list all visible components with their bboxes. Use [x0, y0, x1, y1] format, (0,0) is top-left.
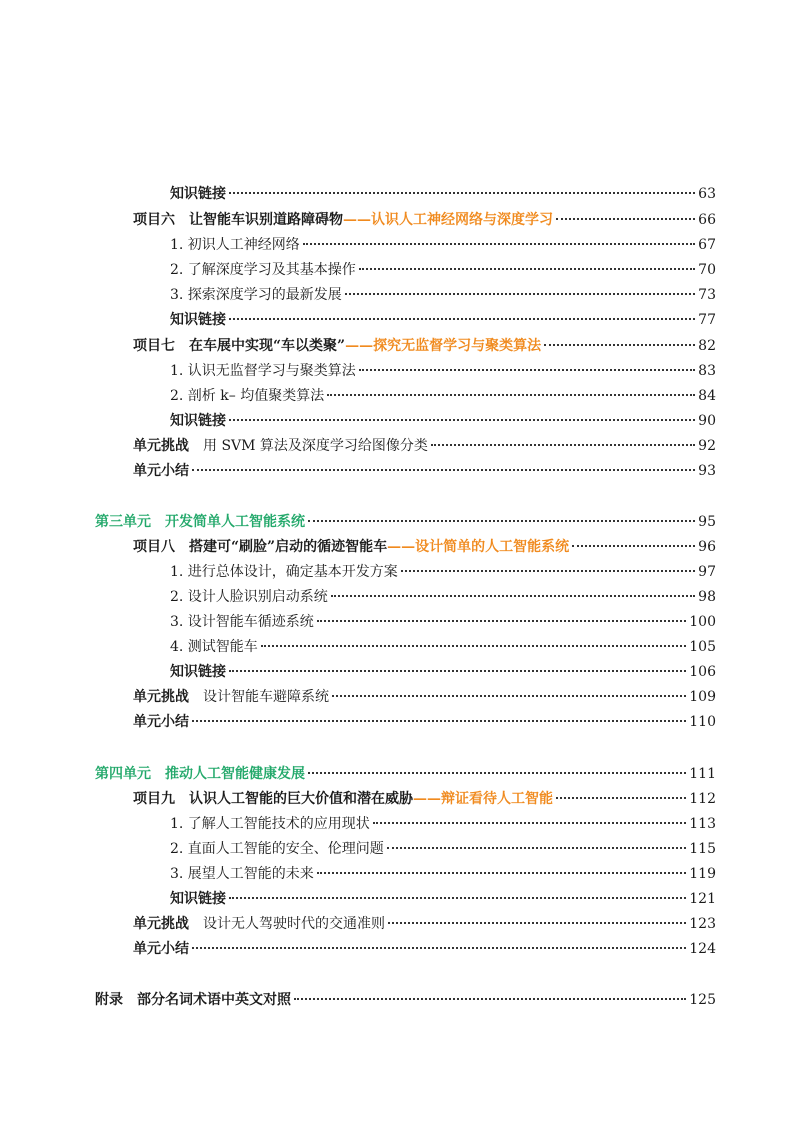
dot-leader: [556, 217, 695, 220]
dot-leader: [317, 619, 686, 622]
toc-title-part: 3. 展望人工智能的未来: [170, 866, 314, 882]
toc-page-number: 124: [689, 941, 716, 957]
toc-entry-title: [133, 787, 553, 811]
toc-entry-title: [170, 585, 328, 609]
toc-page-number: 125: [689, 992, 716, 1008]
toc-entry-title: [170, 283, 342, 307]
toc-page-number: 70: [698, 262, 716, 278]
toc-title-part: 在车展中实现“车以类聚”: [189, 338, 346, 354]
dot-leader: [229, 191, 695, 194]
toc-entry[interactable]: [133, 710, 716, 734]
toc-title-part: 单元挑战: [133, 689, 189, 705]
toc-entry[interactable]: [170, 283, 716, 307]
dot-leader: [387, 846, 686, 849]
dot-leader: [388, 921, 686, 924]
toc-page-number: 111: [689, 766, 716, 782]
toc-page-number: 82: [698, 338, 716, 354]
dot-leader: [308, 771, 686, 774]
toc-page-number: 112: [689, 791, 716, 807]
toc-page-number: 93: [698, 463, 716, 479]
toc-entry[interactable]: [170, 384, 716, 408]
toc-entry[interactable]: [170, 560, 716, 584]
toc-title-part: 第四单元: [95, 766, 151, 782]
dot-leader: [431, 443, 695, 446]
toc-title-part: 附录: [95, 992, 123, 1008]
dot-leader: [229, 418, 695, 421]
toc-title-part: 第三单元: [95, 514, 151, 530]
toc-page-number: 115: [689, 841, 716, 857]
toc-page-number: 67: [698, 237, 716, 253]
dot-leader: [327, 393, 695, 396]
toc-title-part: 推动人工智能健康发展: [165, 766, 305, 782]
toc-title-part: ——认识人工神经网络与深度学习: [343, 212, 553, 228]
toc-entry-title: [133, 208, 553, 232]
toc-title-part: 单元小结: [133, 714, 189, 730]
toc-title-part: 单元挑战: [133, 438, 189, 454]
toc-entry[interactable]: [133, 787, 716, 811]
toc-entry-title: [133, 459, 189, 483]
toc-entry-title: [170, 635, 258, 659]
dot-leader: [373, 821, 686, 824]
dot-leader: [317, 871, 686, 874]
toc-entry-title: [170, 887, 226, 911]
toc-title-part: 项目八: [133, 539, 175, 555]
toc-title-part: 1. 进行总体设计，确定基本开发方案: [170, 564, 398, 580]
toc-title-part: 单元小结: [133, 941, 189, 957]
toc-entry-title: [95, 988, 291, 1012]
toc-entry[interactable]: [133, 937, 716, 961]
dot-leader: [229, 896, 686, 899]
toc-entry[interactable]: [133, 208, 716, 232]
toc-entry[interactable]: [170, 585, 716, 609]
toc-page-number: 77: [698, 312, 716, 328]
toc-title-part: 知识链接: [170, 664, 226, 680]
toc-entry-title: [133, 685, 329, 709]
dot-leader: [331, 594, 695, 597]
toc-entry[interactable]: [170, 837, 716, 861]
dot-leader: [192, 468, 695, 471]
toc-page-number: 98: [698, 589, 716, 605]
toc-title-part: 项目七: [133, 338, 175, 354]
dot-leader: [308, 519, 695, 522]
toc-page-number: 90: [698, 413, 716, 429]
toc-entry-title: [95, 510, 305, 534]
toc-entry-title: [170, 610, 314, 634]
toc-page-number: 113: [689, 816, 716, 832]
toc-entry-title: [133, 937, 189, 961]
toc-entry-title: [133, 535, 569, 559]
toc-entry[interactable]: [95, 988, 716, 1012]
dot-leader: [345, 292, 695, 295]
toc-page-number: 106: [689, 664, 716, 680]
dot-leader: [544, 343, 695, 346]
dot-leader: [294, 997, 686, 1000]
toc-entry-title: [170, 812, 370, 836]
toc-page-number: 92: [698, 438, 716, 454]
toc-page-number: 119: [689, 866, 716, 882]
toc-entry-title: [170, 837, 384, 861]
toc-entry[interactable]: [133, 912, 716, 936]
toc-title-part: 2. 直面人工智能的安全、伦理问题: [170, 841, 384, 857]
toc-title-part: 设计无人驾驶时代的交通准则: [203, 916, 385, 932]
toc-title-part: 认识人工智能的巨大价值和潜在威胁: [189, 791, 413, 807]
toc-entry[interactable]: [133, 334, 716, 358]
dot-leader: [359, 267, 695, 270]
toc-title-part: 单元挑战: [133, 916, 189, 932]
toc-title-part: 1. 了解人工智能技术的应用现状: [170, 816, 370, 832]
toc-page-number: 96: [698, 539, 716, 555]
toc-title-part: 1. 认识无监督学习与聚类算法: [170, 363, 356, 379]
toc-title-part: 知识链接: [170, 186, 226, 202]
toc-page-number: 110: [689, 714, 716, 730]
toc-page-number: 121: [689, 891, 716, 907]
toc-entry[interactable]: [170, 182, 716, 206]
dot-leader: [229, 669, 686, 672]
toc-page-number: 105: [689, 639, 716, 655]
dot-leader: [556, 796, 686, 799]
toc-title-part: 部分名词术语中英文对照: [137, 992, 291, 1008]
toc-title-part: 开发简单人工智能系统: [165, 514, 305, 530]
dot-leader: [401, 569, 695, 572]
toc-entry-title: [170, 560, 398, 584]
toc-entry-title: [133, 710, 189, 734]
dot-leader: [332, 694, 686, 697]
toc-title-part: 用 SVM 算法及深度学习给图像分类: [203, 438, 428, 454]
toc-page-number: 73: [698, 287, 716, 303]
toc-title-part: 2. 剖析 k– 均值聚类算法: [170, 388, 325, 404]
toc-title-part: 2. 了解深度学习及其基本操作: [170, 262, 356, 278]
toc-entry[interactable]: [133, 459, 716, 483]
toc-page-number: 83: [698, 363, 716, 379]
toc-page-number: 95: [698, 514, 716, 530]
toc-entry-title: [133, 912, 385, 936]
toc-entry[interactable]: [170, 258, 716, 282]
toc-title-part: ——探究无监督学习与聚类算法: [345, 338, 542, 354]
toc-entry[interactable]: [133, 535, 716, 559]
toc-entry[interactable]: [170, 359, 716, 383]
toc-entry[interactable]: [95, 762, 716, 786]
toc-entry-title: [170, 258, 356, 282]
toc-title-part: 项目九: [133, 791, 175, 807]
dot-leader: [229, 317, 695, 320]
toc-title-part: 项目六: [133, 212, 175, 228]
toc-entry[interactable]: [170, 409, 716, 433]
toc-title-part: 设计智能车避障系统: [203, 689, 329, 705]
toc-entry[interactable]: [133, 434, 716, 458]
toc-title-part: ——辩证看待人工智能: [413, 791, 553, 807]
toc-page-number: 123: [689, 916, 716, 932]
toc-entry[interactable]: [170, 610, 716, 634]
dot-leader: [192, 719, 686, 722]
toc-entry-title: [170, 359, 356, 383]
toc-title-part: 让智能车识别道路障碍物: [189, 212, 343, 228]
toc-entry[interactable]: [170, 635, 716, 659]
toc-title-part: 4. 测试智能车: [170, 639, 258, 655]
toc-entry-title: [170, 233, 300, 257]
toc-title-part: 3. 设计智能车循迹系统: [170, 614, 314, 630]
toc-entry[interactable]: [170, 862, 716, 886]
toc-entry-title: [170, 660, 226, 684]
toc-entry-title: [170, 182, 226, 206]
toc-title-part: 知识链接: [170, 413, 226, 429]
toc-page-number: 84: [698, 388, 716, 404]
toc-title-part: 单元小结: [133, 463, 189, 479]
toc-entry-title: [133, 434, 428, 458]
toc-page-number: 66: [698, 212, 716, 228]
dot-leader: [261, 644, 686, 647]
toc-entry[interactable]: [133, 685, 716, 709]
toc-title-part: ——设计简单的人工智能系统: [387, 539, 570, 555]
dot-leader: [572, 544, 695, 547]
toc-entry-title: [170, 862, 314, 886]
dot-leader: [303, 242, 695, 245]
toc-entry[interactable]: [170, 812, 716, 836]
toc-entry-title: [170, 308, 226, 332]
toc-entry[interactable]: [170, 887, 716, 911]
toc-title-part: 1. 初识人工神经网络: [170, 237, 300, 253]
toc-entry-title: [170, 384, 324, 408]
toc-title-part: 3. 探索深度学习的最新发展: [170, 287, 342, 303]
toc-title-part: 2. 设计人脸识别启动系统: [170, 589, 328, 605]
toc-entry[interactable]: [170, 308, 716, 332]
toc-entry[interactable]: [170, 233, 716, 257]
toc-entry-title: [133, 334, 541, 358]
toc-entry[interactable]: [170, 660, 716, 684]
toc-title-part: 知识链接: [170, 312, 226, 328]
toc-entry-title: [170, 409, 226, 433]
toc-page-number: 109: [689, 689, 716, 705]
toc-page-number: 100: [689, 614, 716, 630]
dot-leader: [192, 946, 686, 949]
dot-leader: [359, 368, 695, 371]
toc-page-number: 97: [698, 564, 716, 580]
toc-title-part: 搭建可“刷脸”启动的循迹智能车: [189, 539, 388, 555]
toc-title-part: 知识链接: [170, 891, 226, 907]
toc-entry[interactable]: [95, 510, 716, 534]
toc-page-number: 63: [698, 186, 716, 202]
toc-entry-title: [95, 762, 305, 786]
